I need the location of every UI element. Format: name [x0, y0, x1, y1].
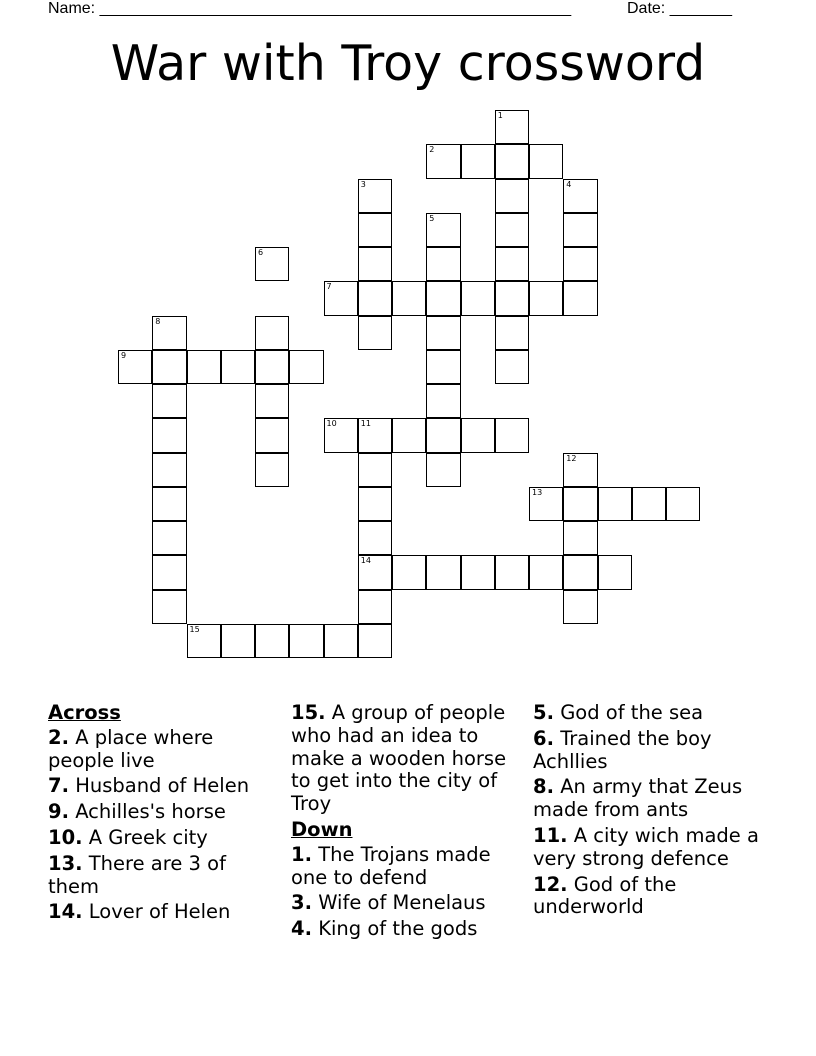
clue-number: 11: [360, 419, 371, 429]
crossword-cell[interactable]: [495, 110, 529, 144]
down-heading: Down: [291, 817, 353, 841]
clue-number: 7: [326, 282, 332, 292]
clue-number: 4: [566, 179, 572, 189]
clues-column-2: [291, 702, 526, 944]
crossword-cell[interactable]: [426, 453, 460, 487]
clue-number: 2: [429, 145, 435, 155]
crossword-cell[interactable]: [358, 316, 392, 350]
crossword-cell[interactable]: [598, 555, 632, 589]
crossword-cell[interactable]: [289, 624, 323, 658]
crossword-cell[interactable]: [152, 350, 186, 384]
crossword-cell[interactable]: [426, 316, 460, 350]
crossword-cell[interactable]: [563, 521, 597, 555]
name-field[interactable]: Name: _____________________________________________________: [48, 0, 572, 17]
crossword-cell[interactable]: [358, 453, 392, 487]
clue-down-3: 3. Wife of Menelaus: [291, 891, 486, 915]
clue-number: 9: [121, 350, 127, 360]
crossword-cell[interactable]: [152, 418, 186, 452]
crossword-cell[interactable]: [461, 281, 495, 315]
crossword-cell[interactable]: [324, 418, 358, 452]
clue-down-1: 1. The Trojans made one to defend: [291, 842, 491, 889]
crossword-cell[interactable]: [152, 453, 186, 487]
crossword-cell[interactable]: [152, 384, 186, 418]
crossword-cell[interactable]: [461, 144, 495, 178]
crossword-cell[interactable]: [563, 179, 597, 213]
crossword-cell[interactable]: [598, 487, 632, 521]
crossword-cell[interactable]: [187, 624, 221, 658]
crossword-cell[interactable]: [324, 281, 358, 315]
clue-number: 5: [429, 213, 435, 223]
crossword-cell[interactable]: [255, 624, 289, 658]
crossword-cell[interactable]: [152, 487, 186, 521]
clue-number: 12: [566, 453, 577, 463]
crossword-cell[interactable]: [358, 590, 392, 624]
clue-down-8: 8. An army that Zeus made from ants: [533, 775, 743, 822]
crossword-cell[interactable]: [118, 350, 152, 384]
crossword-cell[interactable]: [426, 144, 460, 178]
clue-number: 13: [532, 487, 543, 497]
crossword-cell[interactable]: [255, 316, 289, 350]
clue-number: 8: [155, 316, 161, 326]
crossword-cell[interactable]: [426, 555, 460, 589]
clue-down-4: 4. King of the gods: [291, 917, 478, 941]
crossword-cell[interactable]: [563, 590, 597, 624]
crossword-cell[interactable]: [426, 384, 460, 418]
crossword-cell[interactable]: [392, 418, 426, 452]
clue-down-5: 5. God of the sea: [533, 701, 704, 724]
crossword-cell[interactable]: [187, 350, 221, 384]
crossword-cell[interactable]: [563, 453, 597, 487]
crossword-cell[interactable]: [255, 418, 289, 452]
crossword-cell[interactable]: [358, 281, 392, 315]
crossword-cell[interactable]: [563, 247, 597, 281]
clue-across-9: 9. Achilles's horse: [48, 800, 226, 824]
crossword-cell[interactable]: [529, 555, 563, 589]
clue-down-6: 6. Trained the boy Achllies: [533, 726, 712, 773]
clues-column-3: [533, 702, 773, 922]
crossword-cell[interactable]: [358, 624, 392, 658]
clue-down-11: 11. A city wich made a very strong defence: [533, 823, 759, 870]
crossword-cell[interactable]: [289, 350, 323, 384]
crossword-cell[interactable]: [392, 555, 426, 589]
crossword-cell[interactable]: [495, 350, 529, 384]
clues-column-1: [48, 702, 283, 927]
clue-number: 1: [497, 111, 503, 120]
crossword-cell[interactable]: [563, 213, 597, 247]
crossword-cell[interactable]: [358, 487, 392, 521]
crossword-cell[interactable]: [426, 350, 460, 384]
crossword-cell[interactable]: [152, 521, 186, 555]
crossword-cell[interactable]: [563, 555, 597, 589]
page-title: War with Troy crossword: [110, 35, 706, 92]
crossword-cell[interactable]: [495, 418, 529, 452]
crossword-cell[interactable]: [255, 247, 289, 281]
crossword-cell[interactable]: [426, 247, 460, 281]
clue-number: 15: [189, 624, 200, 634]
crossword-cell[interactable]: [495, 281, 529, 315]
crossword-cell[interactable]: [495, 316, 529, 350]
crossword-cell[interactable]: [255, 384, 289, 418]
crossword-cell[interactable]: [221, 350, 255, 384]
crossword-cell[interactable]: [461, 555, 495, 589]
crossword-cell[interactable]: [324, 624, 358, 658]
crossword-cell[interactable]: [152, 316, 186, 350]
crossword-cell[interactable]: [529, 281, 563, 315]
crossword-cell[interactable]: [426, 281, 460, 315]
crossword-cell[interactable]: [632, 487, 666, 521]
clue-number: 14: [360, 556, 371, 566]
crossword-cell[interactable]: [426, 213, 460, 247]
crossword-cell[interactable]: [495, 247, 529, 281]
crossword-cell[interactable]: [529, 487, 563, 521]
crossword-cell[interactable]: [495, 179, 529, 213]
clue-down-12: 12. God of the underworld: [533, 872, 677, 919]
clue-across-10: 10. A Greek city: [48, 825, 208, 849]
crossword-cell[interactable]: [255, 453, 289, 487]
crossword-cell[interactable]: [563, 281, 597, 315]
clue-number: 6: [258, 248, 264, 257]
crossword-cell[interactable]: [426, 418, 460, 452]
crossword-cell[interactable]: [666, 487, 700, 521]
crossword-cell[interactable]: [495, 213, 529, 247]
date-field[interactable]: Date: _______: [627, 0, 732, 17]
clue-number: 10: [326, 419, 337, 429]
crossword-cell[interactable]: [461, 418, 495, 452]
crossword-cell[interactable]: [392, 281, 426, 315]
crossword-cell[interactable]: [495, 144, 529, 178]
crossword-cell[interactable]: [358, 555, 392, 589]
crossword-cell[interactable]: [495, 555, 529, 589]
clue-across-7: 7. Husband of Helen: [48, 774, 250, 798]
crossword-cell[interactable]: [529, 144, 563, 178]
crossword-cell[interactable]: [255, 350, 289, 384]
crossword-cell[interactable]: [152, 555, 186, 589]
crossword-cell[interactable]: [221, 624, 255, 658]
clue-number: 3: [360, 179, 366, 189]
crossword-cell[interactable]: [358, 179, 392, 213]
clue-across-2: 2. A place where people live: [48, 725, 214, 772]
clue-across-13: 13. There are 3 of them: [48, 851, 226, 898]
clue-across-15: 15. A group of people who had an idea to make a wooden horse to get into the city of Troy: [291, 701, 507, 816]
crossword-cell[interactable]: [563, 487, 597, 521]
across-heading: Across: [48, 701, 121, 724]
crossword-cell[interactable]: [358, 213, 392, 247]
crossword-cell[interactable]: [358, 521, 392, 555]
crossword-cell[interactable]: [358, 418, 392, 452]
crossword-cell[interactable]: [358, 247, 392, 281]
clue-across-14: 14. Lover of Helen: [48, 900, 231, 924]
crossword-cell[interactable]: [152, 590, 186, 624]
